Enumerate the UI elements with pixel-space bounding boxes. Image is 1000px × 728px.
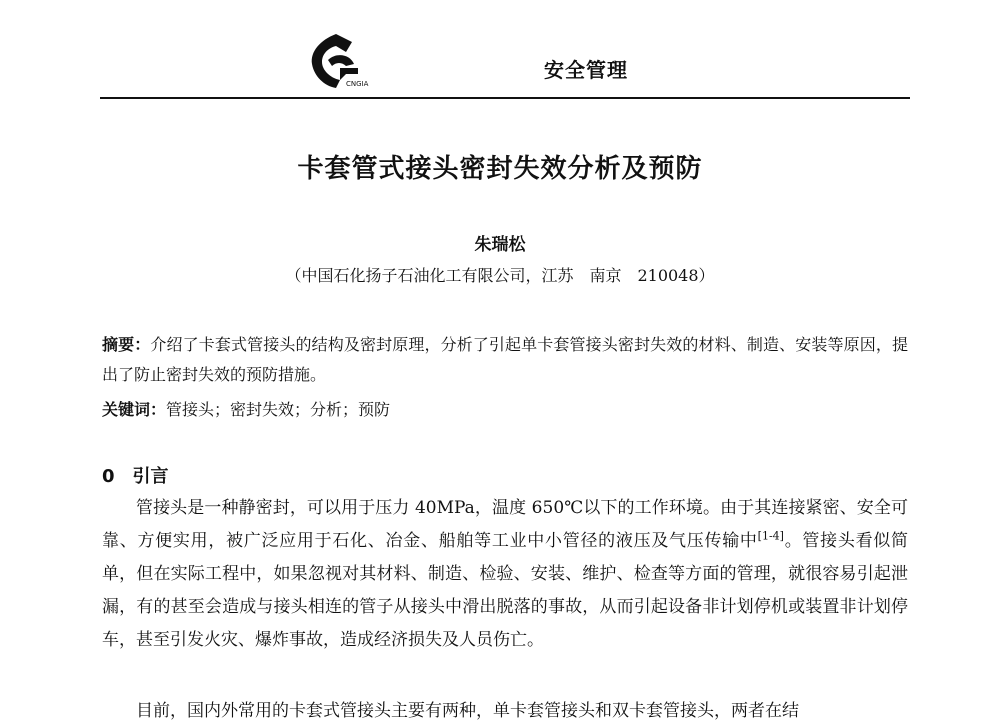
intro-text-part1: 管接头是一种静密封，可以用于压力 40MPa，温度 650℃以下的工作环境。由于其连接紧密、安全可靠、方便实用，被广泛应用于石化、冶金、船舶等工业中小管径的液压及气压传输中: [102, 498, 908, 551]
abstract-text: 介绍了卡套式管接头的结构及密封原理，分析了引起单卡套管接头密封失效的材料、制造、安装等原因，提出了防止密封失效的预防措施。: [102, 335, 908, 384]
section-name: 安全管理: [544, 58, 628, 82]
citation-link[interactable]: [1-4]: [757, 529, 784, 543]
abstract-label: 摘要：: [102, 335, 151, 354]
section-heading-intro: 0 引言: [102, 466, 169, 487]
author-affiliation: （中国石化扬子石油化工有限公司，江苏 南京 210048）: [285, 266, 715, 285]
article-title: 卡套管式接头密封失效分析及预防: [297, 154, 703, 184]
keywords-label: 关键词：: [102, 400, 167, 419]
keywords-text: 管接头；密封失效；分析；预防: [166, 400, 391, 419]
author-name: 朱瑞松: [474, 235, 526, 255]
intro-paragraph: [102, 492, 908, 657]
header-divider: [100, 97, 910, 99]
abstract: [102, 330, 908, 390]
logo-text: CNGIA: [346, 80, 369, 88]
intro-text-part2: 。管接头看似简单，但在实际工程中，如果忽视对其材料、制造、检验、安装、维护、检查等方面的管理，就很容易引起泄漏，有的甚至会造成与接头相连的管子从接头中滑出脱落的事故，从而引起设备非计划停机或装置非计划停车，甚至引发火灾、爆炸事故，造成经济损失及人员伤亡。: [102, 531, 909, 650]
journal-logo-icon: [306, 30, 368, 92]
next-paragraph-cutoff: 目前，国内外常用的卡套式管接头主要有两种，单卡套管接头和双卡套管接头，两者在结: [136, 701, 799, 721]
page-header: [0, 0, 1000, 100]
keywords: [102, 398, 908, 422]
